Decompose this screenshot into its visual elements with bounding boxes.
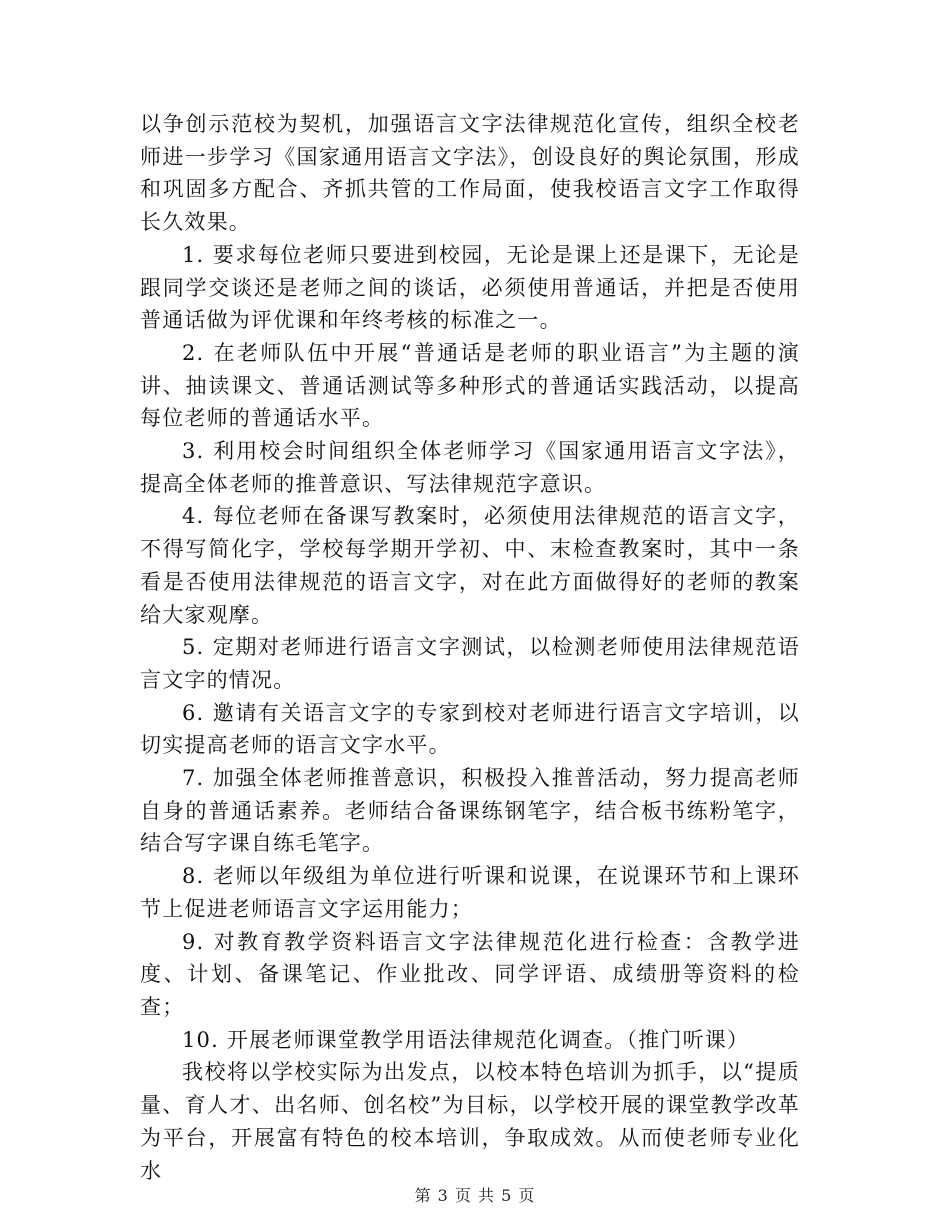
paragraph-item-5: 5. 定期对老师进行语言文字测试，以检测老师使用法律规范语言文字的情况。 — [140, 635, 800, 692]
paragraph-item-8: 8. 老师以年级组为单位进行听课和说课，在说课环节和上课环节上促进老师语言文字运用能力； — [140, 864, 800, 921]
paragraph-item-4: 4. 每位老师在备课写教案时，必须使用法律规范的语言文字，不得写简化字，学校每学期开学初、中、末检查教案时，其中一条看是否使用法律规范的语言文字，对在此方面做得好的老师的教案给大家观摩。 — [140, 504, 800, 627]
paragraph-item-10: 10. 开展老师课堂教学用语法律规范化调查。（推门听课） — [182, 1027, 750, 1052]
paragraph-conclusion: 我校将以学校实际为出发点，以校本特色培训为抓手，以“提质量、育人才、出名师、创名校”为目标，以学校开展的课堂教学改革为平台，开展富有特色的校本培训，争取成效。从而使老师专业化水 — [140, 1060, 800, 1183]
paragraph-intro: 以争创示范校为契机，加强语言文字法律规范化宣传，组织全校老师进一步学习《国家通用语言文字法》，创设良好的舆论氛围，形成和巩固多方配合、齐抓共管的工作局面，使我校语言文字工作取得长久效果。 — [140, 112, 800, 235]
body-text — [140, 108, 800, 1187]
paragraph-item-9: 9. 对教育教学资料语言文字法律规范化进行检查：含教学进度、计划、备课笔记、作业批改、同学评语、成绩册等资料的检查； — [140, 929, 800, 1019]
page-number: 第 3 页 共 5 页 — [414, 1186, 536, 1205]
paragraph-item-6: 6. 邀请有关语言文字的专家到校对老师进行语言文字培训，以切实提高老师的语言文字水平。 — [140, 700, 800, 758]
page-footer — [0, 1183, 950, 1206]
paragraph-item-2: 2. 在老师队伍中开展“普通话是老师的职业语言”为主题的演讲、抽读课文、普通话测试等多种形式的普通话实践活动，以提高每位老师的普通话水平。 — [140, 340, 800, 431]
paragraph-item-3: 3. 利用校会时间组织全体老师学习《国家通用语言文字法》，提高全体老师的推普意识、写法律规范字意识。 — [140, 439, 800, 496]
paragraph-item-1: 1. 要求每位老师只要进到校园，无论是课上还是课下，无论是跟同学交谈还是老师之间的谈话，必须使用普通话，并把是否使用普通话做为评优课和年终考核的标准之一。 — [140, 242, 800, 333]
paragraph-item-7: 7. 加强全体老师推普意识，积极投入推普活动，努力提高老师自身的普通话素养。老师结合备课练钢笔字，结合板书练粉笔字，结合写字课自练毛笔字。 — [140, 766, 800, 856]
